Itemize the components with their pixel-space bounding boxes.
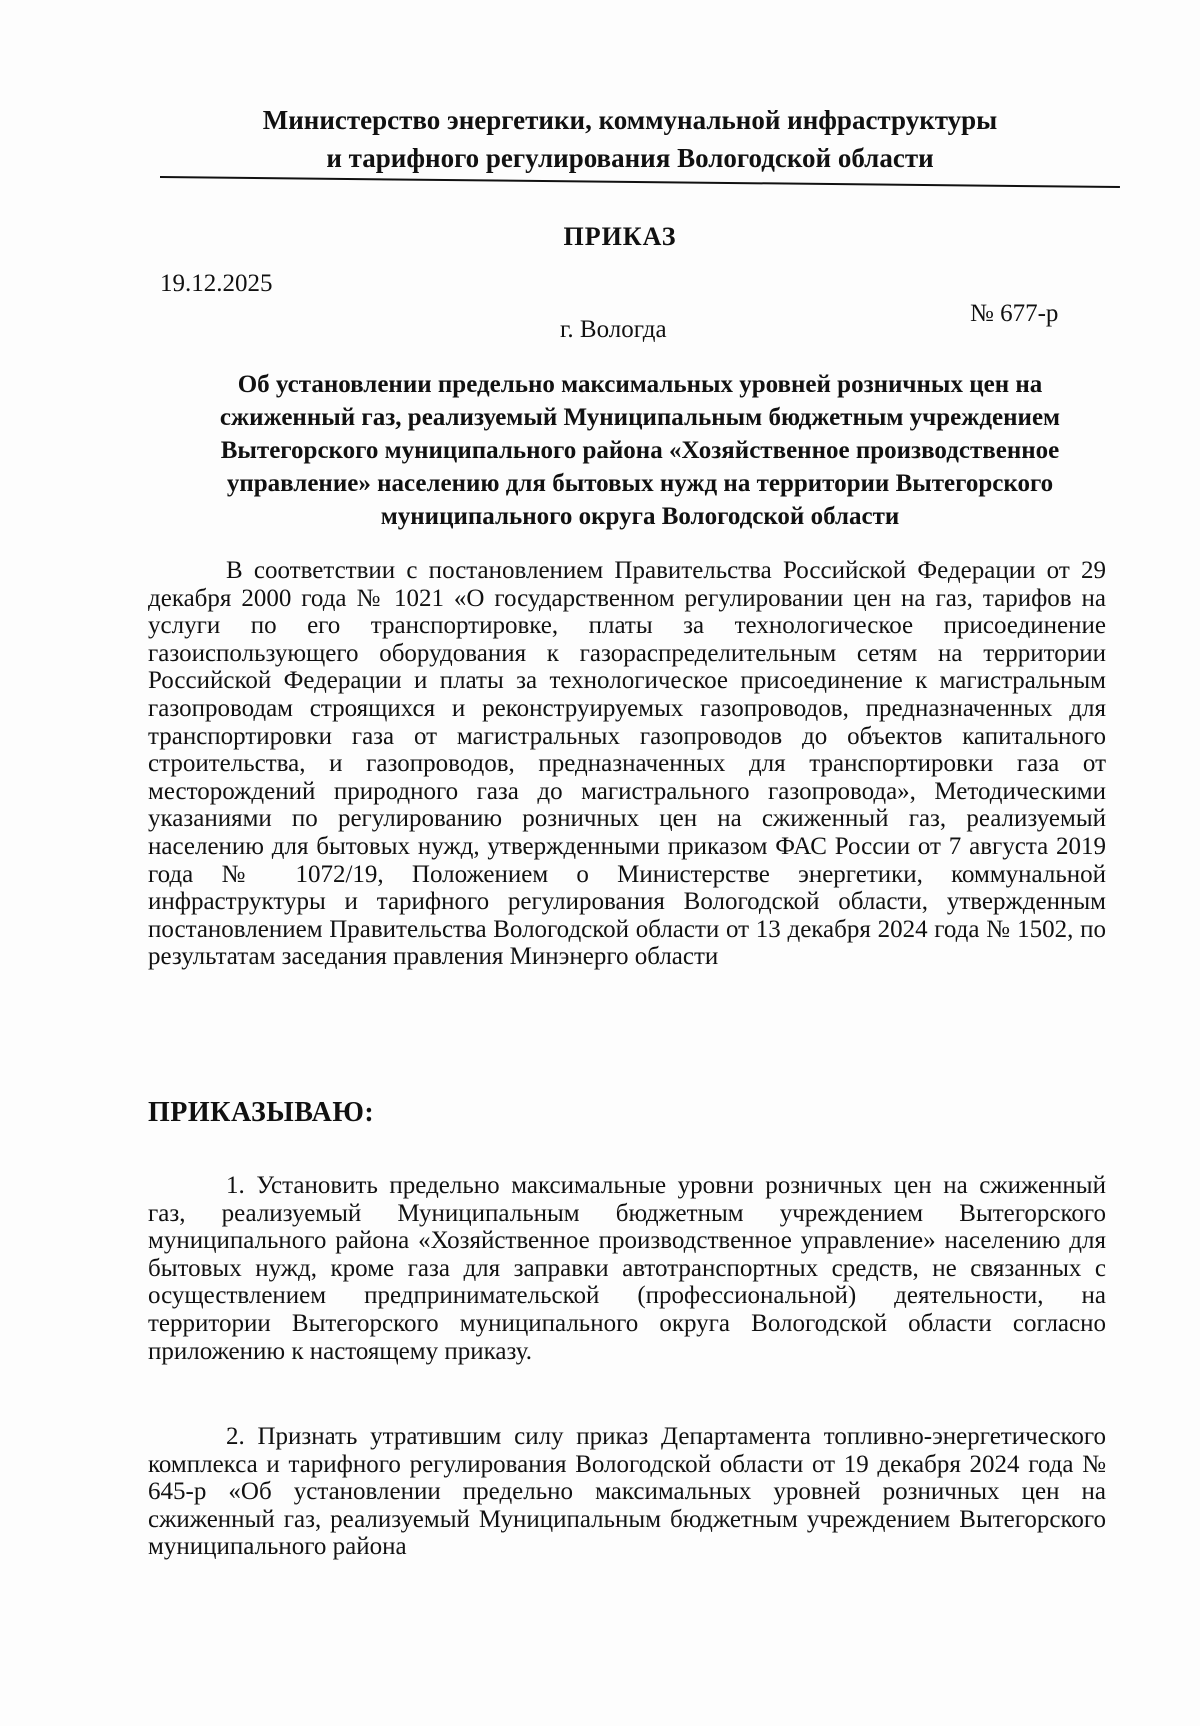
organization-name-line1: Министерство энергетики, коммунальной инфраструктуры [262,105,998,135]
order-keyword: ПРИКАЗЫВАЮ: [148,1097,375,1128]
header-divider [160,176,1120,188]
document-title: Об установлении предельно максимальных уровней розничных цен на сжиженный газ, реализуемый Муниципальным бюджетным учреждением Вытегорского муниципального района «Хозяйственное производственное управление» населению для бытовых нужд на территории Вытегорского муниципального округа Вологодской области [219,371,1061,530]
document-type: ПРИКАЗ [563,222,677,251]
order-item-2: 2. Признать утратившим силу приказ Департамента топливно-энергетического комплекса и тарифного регулирования Вологодской области от 19 декабря 2024 года № 645-р «Об установлении предельно максимальных уровней розничных цен на сжиженный газ, реализуемый Муниципальным бюджетным учреждением Вытегорского муниципального района [148,1423,1106,1561]
document-date: 19.12.2025 [160,270,273,297]
order-item-1: 1. Установить предельно максимальные уровни розничных цен на сжиженный газ, реализуемый Муниципальным бюджетным учреждением Вытегорского муниципального района «Хозяйственное производственное управление» населению для бытовых нужд, кроме газа для заправки автотранспортных средств, не связанных с осуществлением предпринимательской (профессиональной) деятельности, на территории Вытегорского муниципального округа Вологодской области согласно приложению к настоящему приказу. [148,1172,1106,1365]
document-number: № 677-р [970,300,1059,327]
organization-name-line2: и тарифного регулирования Вологодской области [326,143,934,173]
document-city: г. Вологда [560,316,667,343]
preamble-paragraph: В соответствии с постановлением Правительства Российской Федерации от 29 декабря 2000 года № 1021 «О государственном регулировании цен на газ, тарифов на услуги по его транспортировке, платы за технологическое присоединение газоиспользующего оборудования к газораспределительным сетям на территории Российской Федерации и платы за технологическое присоединение к магистральным газопроводам строящихся и реконструируемых газопроводов, предназначенных для транспортировки газа от магистральных газопроводов до объектов капитального строительства, и газопроводов, предназначенных для транспортировки газа от месторождений природного газа до магистрального газопровода», Методическими указаниями по регулированию розничных цен на сжиженный газ, реализуемый населению для бытовых нужд, утвержденными приказом ФАС России от 7 августа 2019 года № 1072/19, Положением о Министерстве энергетики, коммунальной инфраструктуры и тарифного регулирования Вологодской области, утвержденным постановлением Правительства Вологодской области от 13 декабря 2024 года № 1502, по результатам заседания правления Минэнерго области [148,557,1106,971]
